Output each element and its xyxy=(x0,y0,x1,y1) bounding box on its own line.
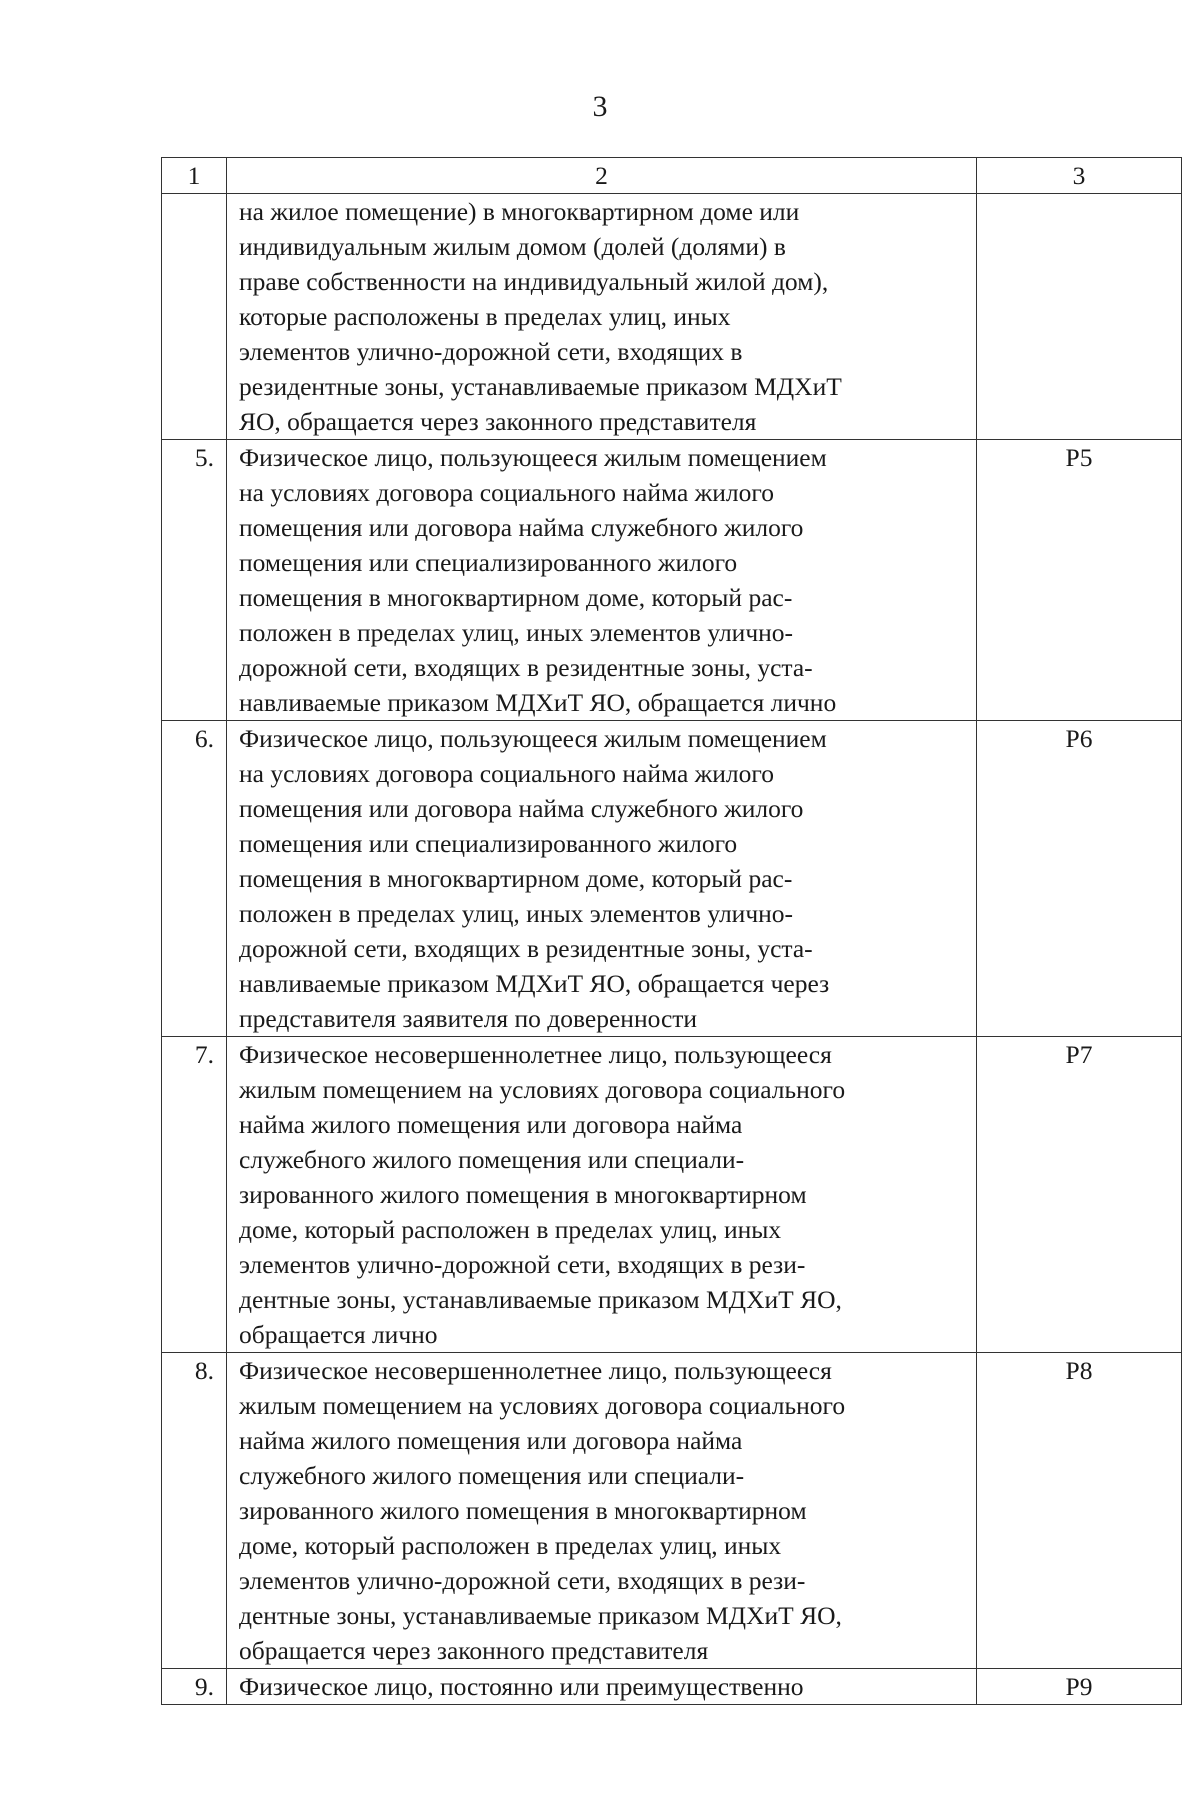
description-line: Физическое лицо, пользующееся жилым помещением xyxy=(239,724,827,753)
row-code: Р6 xyxy=(977,721,1182,1037)
document-table xyxy=(161,157,1182,1705)
table-row xyxy=(162,1353,1182,1669)
description-line: праве собственности на индивидуальный жилой дом), xyxy=(239,267,829,296)
description-line: элементов улично-дорожной сети, входящих в xyxy=(239,337,743,366)
description-line: зированного жилого помещения в многоквартирном xyxy=(239,1496,807,1525)
row-number xyxy=(162,194,227,440)
description-line: дентные зоны, устанавливаемые приказом МДХиТ ЯО, xyxy=(239,1601,842,1630)
row-number: 5. xyxy=(162,440,227,721)
description-line: помещения в многоквартирном доме, который рас- xyxy=(239,583,793,612)
table-row xyxy=(162,1669,1182,1705)
row-number: 8. xyxy=(162,1353,227,1669)
description-line: обращается через законного представителя xyxy=(239,1636,709,1665)
description-line: положен в пределах улиц, иных элементов улично- xyxy=(239,899,794,928)
row-code: Р8 xyxy=(977,1353,1182,1669)
description-line: дорожной сети, входящих в резидентные зоны, уста- xyxy=(239,934,813,963)
description-line: Физическое лицо, постоянно или преимущественно xyxy=(239,1672,804,1701)
row-description xyxy=(227,1669,977,1705)
description-line: элементов улично-дорожной сети, входящих в рези- xyxy=(239,1566,806,1595)
row-number: 6. xyxy=(162,721,227,1037)
table-row xyxy=(162,440,1182,721)
description-line: помещения или договора найма служебного жилого xyxy=(239,794,804,823)
description-line: навливаемые приказом МДХиТ ЯО, обращается лично xyxy=(239,688,837,717)
description-line: Физическое несовершеннолетнее лицо, пользующееся xyxy=(239,1040,832,1069)
table-row xyxy=(162,194,1182,440)
description-line: навливаемые приказом МДХиТ ЯО, обращается через xyxy=(239,969,830,998)
row-code xyxy=(977,194,1182,440)
description-line: зированного жилого помещения в многоквартирном xyxy=(239,1180,807,1209)
description-line: доме, который расположен в пределах улиц, иных xyxy=(239,1531,782,1560)
description-line: обращается лично xyxy=(239,1320,438,1349)
description-line: положен в пределах улиц, иных элементов улично- xyxy=(239,618,794,647)
row-description xyxy=(227,1037,977,1353)
row-description xyxy=(227,1353,977,1669)
description-line: на условиях договора социального найма жилого xyxy=(239,478,774,507)
description-line: помещения или специализированного жилого xyxy=(239,829,738,858)
description-line: найма жилого помещения или договора найма xyxy=(239,1110,743,1139)
row-code: Р7 xyxy=(977,1037,1182,1353)
column-header-3: 3 xyxy=(977,158,1182,194)
description-line: найма жилого помещения или договора найма xyxy=(239,1426,743,1455)
description-line: ЯО, обращается через законного представителя xyxy=(239,407,757,436)
row-code: Р5 xyxy=(977,440,1182,721)
column-header-2: 2 xyxy=(227,158,977,194)
description-line: индивидуальным жилым домом (долей (долями) в xyxy=(239,232,786,261)
column-header-1: 1 xyxy=(162,158,227,194)
description-line: помещения или специализированного жилого xyxy=(239,548,738,577)
description-line: Физическое несовершеннолетнее лицо, пользующееся xyxy=(239,1356,832,1385)
row-number: 7. xyxy=(162,1037,227,1353)
table-row xyxy=(162,721,1182,1037)
description-line: помещения в многоквартирном доме, который рас- xyxy=(239,864,793,893)
row-number: 9. xyxy=(162,1669,227,1705)
table-header-row xyxy=(162,158,1182,194)
description-line: Физическое лицо, пользующееся жилым помещением xyxy=(239,443,827,472)
description-line: представителя заявителя по доверенности xyxy=(239,1004,698,1033)
row-description xyxy=(227,721,977,1037)
description-line: служебного жилого помещения или специали- xyxy=(239,1461,745,1490)
description-line: служебного жилого помещения или специали- xyxy=(239,1145,745,1174)
description-line: на условиях договора социального найма жилого xyxy=(239,759,774,788)
description-line: дентные зоны, устанавливаемые приказом МДХиТ ЯО, xyxy=(239,1285,842,1314)
description-line: жилым помещением на условиях договора социального xyxy=(239,1075,846,1104)
description-line: резидентные зоны, устанавливаемые приказом МДХиТ xyxy=(239,372,842,401)
description-line: жилым помещением на условиях договора социального xyxy=(239,1391,846,1420)
description-line: элементов улично-дорожной сети, входящих в рези- xyxy=(239,1250,806,1279)
description-line: на жилое помещение) в многоквартирном доме или xyxy=(239,197,800,226)
description-line: дорожной сети, входящих в резидентные зоны, уста- xyxy=(239,653,813,682)
table-row xyxy=(162,1037,1182,1353)
row-description xyxy=(227,440,977,721)
description-line: помещения или договора найма служебного жилого xyxy=(239,513,804,542)
page-number: 3 xyxy=(592,90,608,123)
row-code: Р9 xyxy=(977,1669,1182,1705)
description-line: которые расположены в пределах улиц, иных xyxy=(239,302,731,331)
description-line: доме, который расположен в пределах улиц, иных xyxy=(239,1215,782,1244)
row-description xyxy=(227,194,977,440)
